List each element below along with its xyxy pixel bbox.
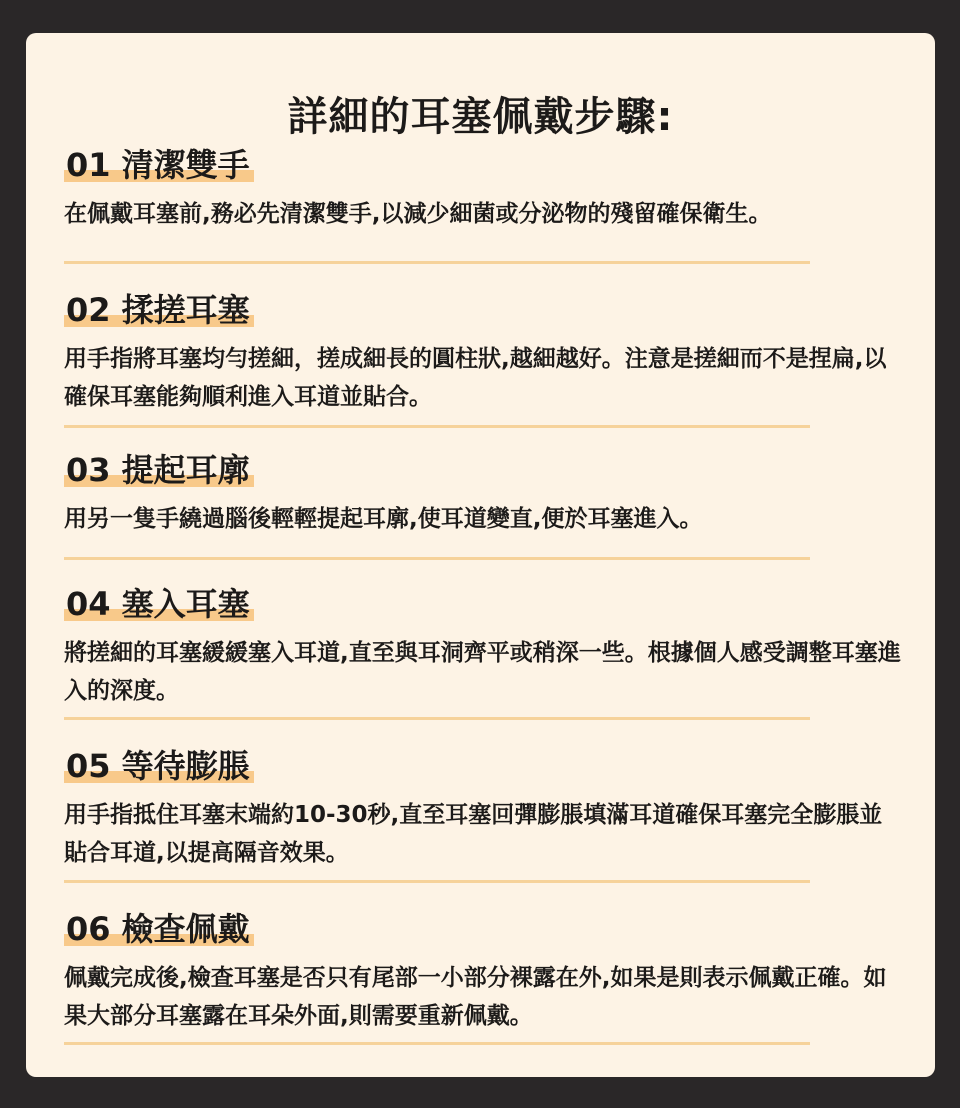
divider bbox=[64, 717, 810, 720]
step-5-heading: 05 等待膨脹 bbox=[64, 746, 254, 786]
divider bbox=[64, 425, 810, 428]
step-1-heading: 01 清潔雙手 bbox=[64, 145, 254, 185]
divider bbox=[64, 557, 810, 560]
step-3-heading: 03 提起耳廓 bbox=[64, 450, 254, 490]
step-6 bbox=[64, 909, 904, 1035]
step-2 bbox=[64, 290, 904, 416]
step-2-heading: 02 揉搓耳塞 bbox=[64, 290, 254, 330]
step-1-description: 在佩戴耳塞前,務必先清潔雙手,以減少細菌或分泌物的殘留確保衛生。 bbox=[64, 201, 772, 227]
divider bbox=[64, 880, 810, 883]
page-title: 詳細的耳塞佩戴步驟: bbox=[287, 94, 674, 140]
step-6-heading: 06 檢查佩戴 bbox=[64, 909, 254, 949]
step-4 bbox=[64, 584, 904, 710]
step-4-description: 將搓細的耳塞緩緩塞入耳道,直至與耳洞齊平或稍深一些。根據個人感受調整耳塞進入的深度。 bbox=[64, 640, 901, 704]
content-card bbox=[26, 33, 935, 1077]
step-5-description: 用手指抵住耳塞末端約10-30秒,直至耳塞回彈膨脹填滿耳道確保耳塞完全膨脹並貼合耳道,以提高隔音效果。 bbox=[64, 802, 883, 866]
step-2-description: 用手指將耳塞均勻搓細，搓成細長的圓柱狀,越細越好。注意是搓細而不是捏扁,以確保耳塞能夠順利進入耳道並貼合。 bbox=[64, 346, 887, 410]
divider bbox=[64, 261, 810, 264]
step-3-description: 用另一隻手繞過腦後輕輕提起耳廓,使耳道變直,便於耳塞進入。 bbox=[64, 506, 703, 532]
step-5 bbox=[64, 746, 904, 872]
step-6-description: 佩戴完成後,檢查耳塞是否只有尾部一小部分裸露在外,如果是則表示佩戴正確。如果大部分耳塞露在耳朵外面,則需要重新佩戴。 bbox=[64, 965, 887, 1029]
step-3 bbox=[64, 450, 904, 538]
divider bbox=[64, 1042, 810, 1045]
step-1 bbox=[64, 145, 904, 233]
step-4-heading: 04 塞入耳塞 bbox=[64, 584, 254, 624]
